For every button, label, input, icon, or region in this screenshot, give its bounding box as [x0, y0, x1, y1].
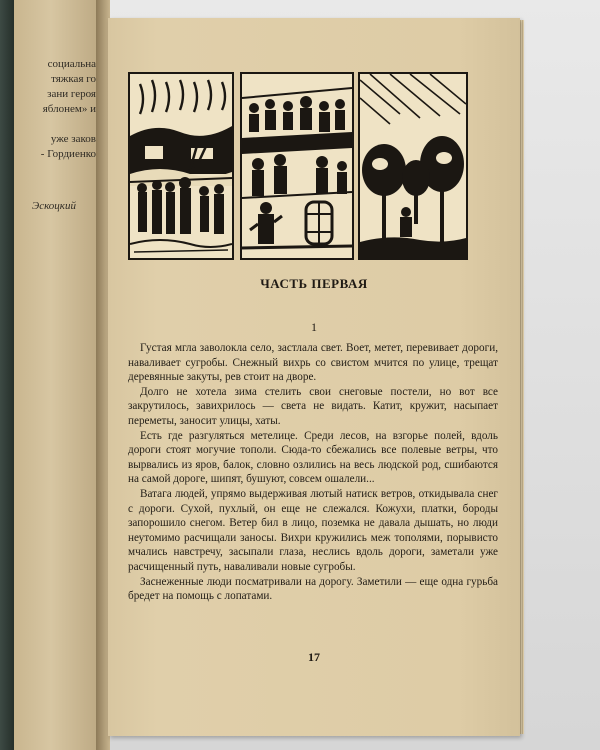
left-page-fragment: тяжкая го [51, 73, 96, 85]
paragraph: Ватага людей, упрямо выдерживая лютый натиск ветров, откидывала снег с дороги. Сухой, пухлый, он еще не слежался. Кожухи, платки, бороды запорошило снегом. Ветер бил в лицо, поземка не давала дышать, но люди неутомимо расчищали заносы. Вихри кружились меж тополями, порывисто мчались навстречу, засыпали глаза, неслись вдоль дороги, заметали уже расчищенный путь, наваливали новые сугробы. [128, 487, 498, 573]
left-page [14, 0, 106, 750]
left-page-signature: Эскоцкий [32, 200, 76, 212]
left-page-fragment: зани героя [47, 88, 96, 100]
woodcut-illustration-blizzard [358, 72, 468, 260]
paragraph: Есть где разгуляться метелице. Среди лесов, на взгорье полей, вдоль дороги стоят могучие тополи. Сюда-то сбежались все полевые ветры, что вырвались из яров, балок, словно озлились на весь людской род, сшибаются на самой дороге, шипят, бушуют, совсем ошалели... [128, 429, 498, 486]
left-page-fragment: уже заков [50, 133, 96, 145]
right-page [108, 18, 520, 736]
page-number: 17 [308, 650, 320, 664]
paragraph: Заснеженные люди посматривали на дорогу. Заметили — еще одна гурьба бредет на помощь с лопатами. [128, 575, 498, 603]
paragraph: Долго не хотела зима стелить свои снеговые постели, но вот все закрутилось, завихрилось — света не видать. Катит, кружит, насыпает переметы, заносит улицы, хаты. [128, 385, 498, 427]
left-page-fragment: яблонем» и [42, 103, 96, 115]
paragraph: Густая мгла заволокла село, застлала свет. Воет, метет, перевивает дороги, наваливает сугробы. Снежный вихрь со свистом мчится по улице, трещат деревянные закуты, рев стоит на дворе. [128, 342, 498, 384]
left-page-fragment: социальна [47, 58, 96, 70]
chapter-number: 1 [311, 320, 317, 334]
woodcut-illustration-crowd [240, 72, 354, 260]
part-title: ЧАСТЬ ПЕРВАЯ [260, 276, 368, 291]
woodcut-illustration-village [128, 72, 234, 260]
left-page-fragment: - Гордиенко [40, 148, 96, 160]
body-text [128, 341, 498, 604]
